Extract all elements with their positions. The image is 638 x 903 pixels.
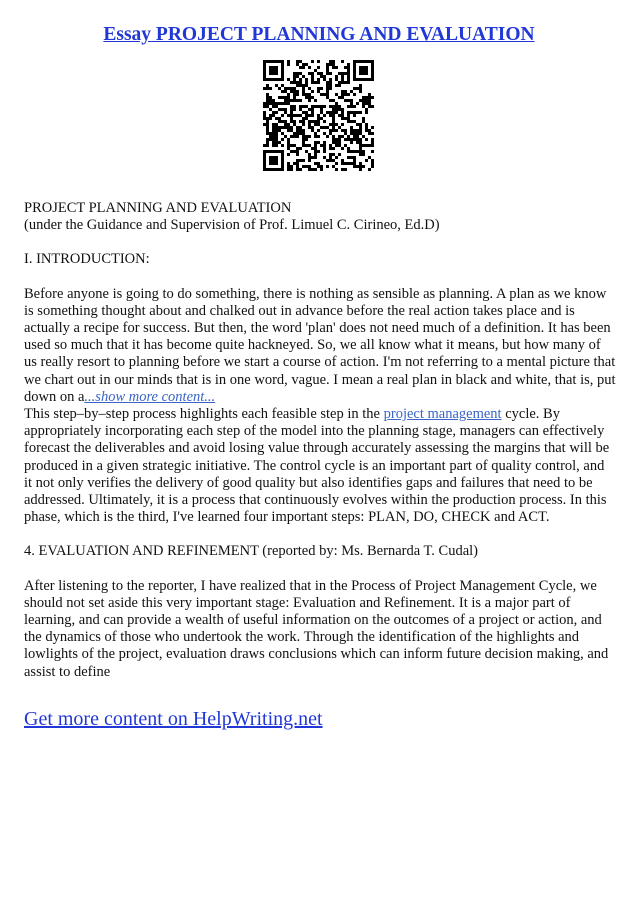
show-more-link[interactable]: ...show more content... bbox=[84, 388, 216, 405]
header-line-2: (under the Guidance and Supervision of Prof. Limuel C. Cirineo, Ed.D) bbox=[24, 217, 440, 234]
document-body bbox=[24, 200, 616, 681]
qr-code bbox=[263, 60, 374, 171]
section-heading-introduction: I. INTRODUCTION: bbox=[24, 251, 150, 268]
section-heading-evaluation: 4. EVALUATION AND REFINEMENT (reported by: Ms. Bernarda T. Cudal) bbox=[24, 543, 479, 560]
intro-paragraph bbox=[24, 286, 616, 406]
project-management-link[interactable]: project management bbox=[383, 406, 502, 423]
get-more-content-link[interactable]: Get more content on HelpWriting.net bbox=[24, 708, 323, 730]
control-paragraph-after: cycle. By appropriately incorporating each step of the model into the planning stage, managers can effectively forecast the deliverables and avoid losing value through accurately assessing the margins that will be produced in a given strategic initiative. The control cycle is an important part of quality control, and it not only verifies the delivery of good quality but also identifies gaps and failures that need to be addressed. Ultimately, it is a process that continuously evolves within the production process. In this phase, which is the third, I've learned four important steps: PLAN, DO, CHECK and ACT. bbox=[24, 406, 610, 526]
control-paragraph bbox=[24, 406, 616, 526]
control-paragraph-before: This step–by–step process highlights each feasible step in the bbox=[24, 406, 384, 423]
evaluation-paragraph: After listening to the reporter, I have realized that in the Process of Project Management Cycle, we should not set aside this very important stage: Evaluation and Refinement. It is a major part of learning, and can provide a wealth of useful information on the outcomes of a project or action, and the dynamics of those who undertook the work. Through the identification of the highlights and lowlights of the project, evaluation draws conclusions which can inform future decision making, and assist to define bbox=[24, 577, 609, 680]
intro-paragraph-text: Before anyone is going to do something, there is nothing as sensible as planning. A plan as we know is something thought about and chalked out in advance before the real action takes place and is actually a recipe for success. But then, the word 'plan' does not need much of a definition. It has been used so much that it has become quite hackneyed. So, we all know what it means, but how many of us really resort to planning before we start a course of action. I'm not referring to a mental picture that we chart out in our minds that is in one word, vague. I mean a real plan in black and white, that is, put down on a bbox=[24, 285, 616, 405]
header-line-1: PROJECT PLANNING AND EVALUATION bbox=[24, 200, 292, 216]
document-title-link[interactable]: Essay PROJECT PLANNING AND EVALUATION bbox=[103, 24, 535, 45]
